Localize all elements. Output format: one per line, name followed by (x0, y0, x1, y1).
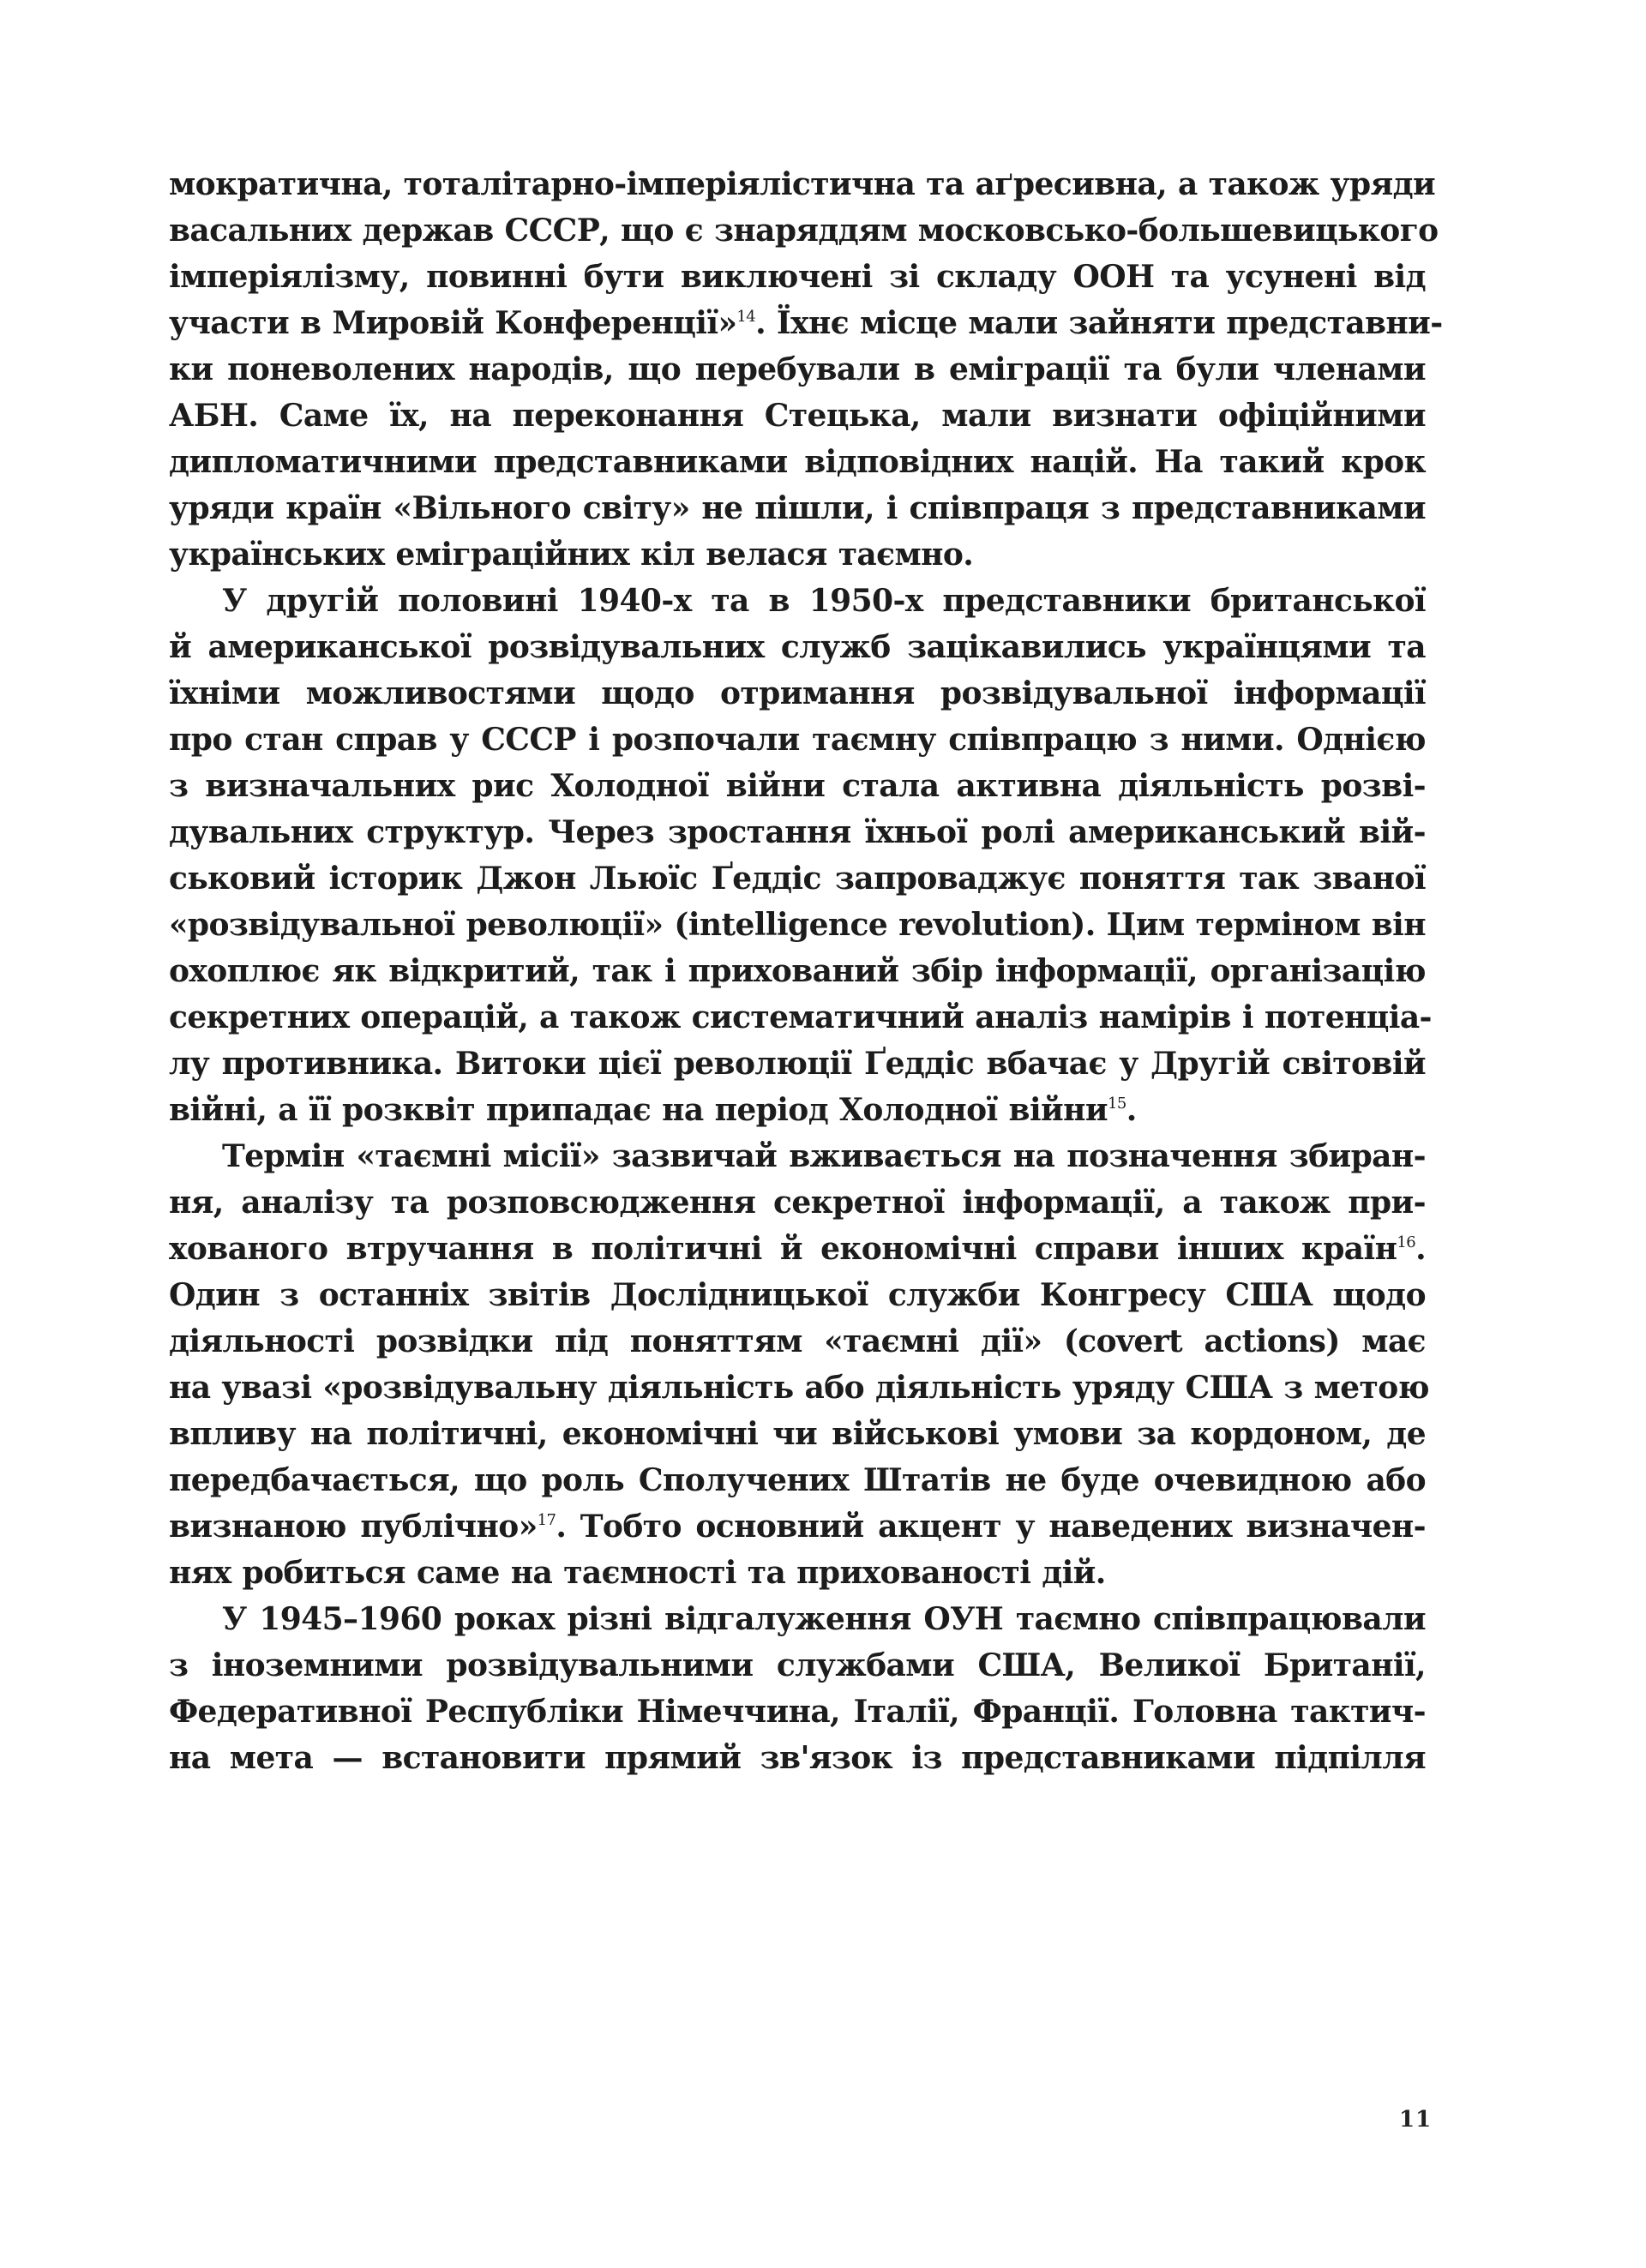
body-text (169, 161, 1443, 1781)
text-line: Один з останніх звітів Дослідницької служби Конгресу США щодо (169, 1277, 1426, 1313)
text-line: ськовий історик Джон Льюїс Ґеддіс запроваджує поняття так званої (169, 861, 1426, 897)
text-line: їхніми можливостями щодо отримання розвідувальної інформації (169, 675, 1426, 711)
text-line: українських еміграційних кіл велася таємно. (169, 537, 974, 573)
text-line: передбачається, що роль Сполучених Штатів не буде очевидною або (169, 1462, 1426, 1498)
text-line: Термін «таємні місії» зазвичай вживається на позначення збиран- (222, 1138, 1426, 1174)
text-line: Федеративної Республіки Німеччина, Італії, Франції. Головна тактич- (169, 1694, 1426, 1730)
footnote-ref-15: 15 (1107, 1095, 1126, 1113)
text-line: про стан справ у СССР і розпочали таємну співпрацю з ними. Однією (169, 722, 1426, 758)
text-line: охоплює як відкритий, так і прихований збір інформації, організацію (169, 953, 1426, 989)
text-line: секретних операцій, а також систематичний аналіз намірів і потенціа- (169, 999, 1432, 1035)
text-line: з визначальних рис Холодної війни стала активна діяльність розві- (169, 768, 1426, 804)
text-line: ки поневолених народів, що перебували в еміграції та були членами (169, 351, 1426, 387)
footnote-ref-17: 17 (537, 1511, 556, 1529)
text-line: ня, аналізу та розповсюдження секретної інформації, а також при- (169, 1185, 1426, 1221)
text-line: «розвідувальної революції» (intelligence revolution). Цим терміном він (169, 907, 1426, 943)
text-line: з іноземними розвідувальними службами США, Великої Британії, (169, 1647, 1426, 1683)
text-line: нях робиться саме на таємності та прихованості дій. (169, 1555, 1106, 1591)
text-line: У другій половині 1940-х та в 1950-х представники британської (222, 583, 1426, 619)
text-line: дувальних структур. Через зростання їхньої ролі американський вій- (169, 814, 1426, 850)
text-line: й американської розвідувальних служб зацікавились українцями та (169, 629, 1426, 665)
text-line: васальних держав СССР, що є знаряддям московсько-большевицького (169, 213, 1439, 249)
text-line: діяльності розвідки під поняттям «таємні дії» (covert actions) має (169, 1323, 1426, 1359)
page-number: 11 (1399, 2107, 1433, 2133)
text-line: мократична, тоталітарно-імперіялістична та аґресивна, а також уряди (169, 166, 1436, 202)
paragraph (169, 1133, 1429, 1596)
text-line: імперіялізму, повинні бути виключені зі складу ООН та усунені від (169, 259, 1426, 295)
footnote-ref-16: 16 (1397, 1233, 1416, 1251)
text-line: визнаною публічно»$^{17}$. Тобто основний акцент у наведених визначен- (169, 1509, 1426, 1545)
text-line: лу противника. Витоки цієї революції Ґеддіс вбачає у Другій світовій (169, 1046, 1426, 1082)
text-line: У 1945–1960 роках різні відгалуження ОУН таємно співпрацювали (222, 1601, 1426, 1637)
text-line: війні, а її розквіт припадає на період Холодної війни$^{15}$. (169, 1092, 1137, 1128)
paragraph (169, 161, 1443, 578)
text-line: впливу на політичні, економічні чи військові умови за кордоном, де (169, 1416, 1426, 1452)
footnote-ref-14: 14 (736, 308, 756, 326)
text-line: на увазі «розвідувальну діяльність або діяльність уряду США з метою (169, 1370, 1429, 1406)
text-line: на мета — встановити прямий зв'язок із представниками підпілля (169, 1740, 1426, 1776)
text-line: дипломатичними представниками відповідних націй. На такий крок (169, 444, 1426, 480)
paragraph (169, 578, 1432, 1133)
paragraph (169, 1596, 1426, 1781)
text-line: АБН. Саме їх, на переконання Стецька, мали визнати офіційними (169, 398, 1426, 434)
text-line: участи в Мировій Конференції»$^{14}$. Їхнє місце мали зайняти представни- (169, 305, 1443, 341)
text-line: хованого втручання в політичні й економічні справи інших країн$^{16}$. (169, 1231, 1426, 1267)
text-line: уряди країн «Вільного світу» не пішли, і співпраця з представниками (169, 490, 1426, 526)
